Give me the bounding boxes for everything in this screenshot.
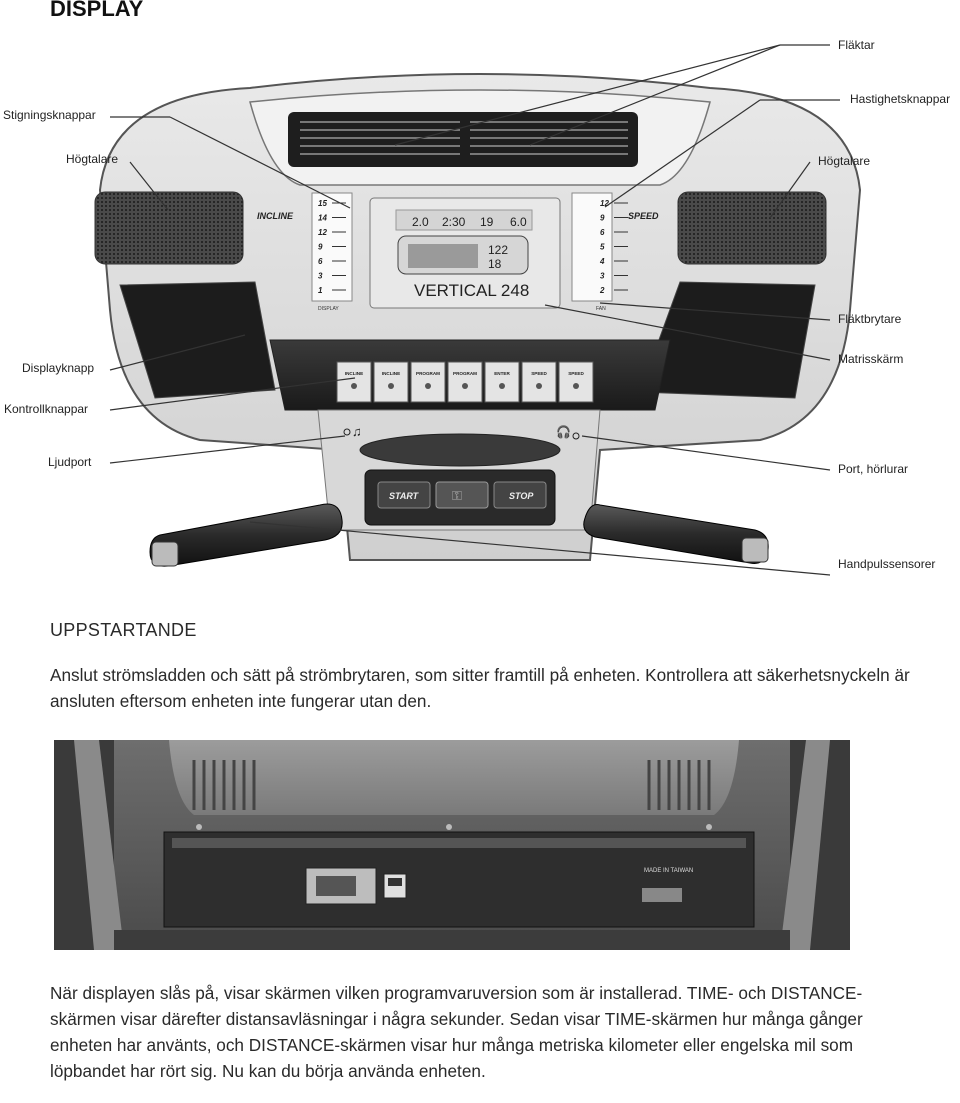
key-icon: ⚿ xyxy=(452,488,462,503)
control-button-label: SPEED xyxy=(568,371,584,376)
label-ljudport: Ljudport xyxy=(48,455,92,469)
label-kontrollknappar: Kontrollknappar xyxy=(4,402,89,416)
incline-level-3[interactable]: 3 xyxy=(318,271,323,281)
control-button-label: INCLINE xyxy=(344,371,364,376)
control-button-icon xyxy=(425,383,431,389)
speed-level-4[interactable]: 4 xyxy=(600,257,605,266)
fan-vents xyxy=(288,112,638,167)
label-handpulssensorer: Handpulssensorer xyxy=(838,557,936,571)
svg-text:19: 19 xyxy=(480,215,494,229)
fan-button: FAN xyxy=(596,306,606,312)
lcd-display xyxy=(370,198,560,308)
control-button-icon xyxy=(388,383,394,389)
incline-level-15[interactable]: 15 xyxy=(318,199,327,208)
stop-button: STOP xyxy=(509,491,534,501)
control-button-label: SPEED xyxy=(531,371,547,376)
svg-text:2.0: 2.0 xyxy=(412,215,429,229)
label-hogtalare-left: Högtalare xyxy=(66,152,119,166)
audio-port-icon: ♫ xyxy=(352,424,362,439)
control-button-icon xyxy=(573,383,579,389)
speed-label: SPEED xyxy=(628,211,659,221)
incline-buttons xyxy=(312,193,352,301)
startup-paragraph: Anslut strömsladden och sätt på strömbrytaren, som sitter framtill på enheten. Kontrollera att säkerhetsnyckeln är ansluten eftersom enheten inte fungerar utan den. xyxy=(50,665,910,711)
control-button-label: PROGRAM xyxy=(416,371,440,376)
label-port-horlurar: Port, hörlurar xyxy=(838,462,909,476)
speed-level-5[interactable]: 5 xyxy=(600,242,605,252)
control-button-icon xyxy=(351,383,357,389)
svg-text:18: 18 xyxy=(488,257,502,271)
control-button-4[interactable] xyxy=(448,362,482,402)
svg-text:VERTICAL 248: VERTICAL 248 xyxy=(414,281,530,300)
label-stigningsknappar: Stigningsknappar xyxy=(3,108,96,122)
svg-text:122: 122 xyxy=(488,243,509,257)
speed-level-3[interactable]: 3 xyxy=(600,271,605,281)
label-displayknapp: Displayknapp xyxy=(22,361,95,375)
headphone-icon: 🎧 xyxy=(556,425,571,439)
incline-label: INCLINE xyxy=(257,211,293,221)
control-button-6[interactable] xyxy=(522,362,556,402)
speed-level-9[interactable]: 9 xyxy=(600,213,605,223)
hand-grip-left xyxy=(150,504,342,566)
control-button-icon xyxy=(499,383,505,389)
incline-level-9[interactable]: 9 xyxy=(318,242,323,252)
startup-title: UPPSTARTANDE xyxy=(50,620,197,640)
label-flaktbrytare: Fläktbrytare xyxy=(838,312,902,326)
control-button-5[interactable] xyxy=(485,362,519,402)
control-buttons xyxy=(337,362,593,402)
svg-text:2:30: 2:30 xyxy=(442,215,466,229)
incline-level-1[interactable]: 1 xyxy=(318,286,323,295)
label-matrisskarm: Matrisskärm xyxy=(838,352,904,366)
incline-level-12[interactable]: 12 xyxy=(318,228,327,237)
control-button-3[interactable] xyxy=(411,362,445,402)
speed-level-2[interactable]: 2 xyxy=(600,286,605,295)
control-button-7[interactable] xyxy=(559,362,593,402)
start-button: START xyxy=(389,491,419,501)
display-paragraph: När displayen slås på, visar skärmen vilken programvaruversion som är installerad. TIME- och DISTANCE-skärmen visar därefter distansavläsningar i några sekunder. Sedan visar TIME-skärmen hur många gånger enheten har använts, och DISTANCE-skärmen visar hur många metriska kilometer eller engelska mil som löpbandet har rört sig. Nu kan du börja använda enheten. xyxy=(50,983,863,1081)
control-button-1[interactable] xyxy=(337,362,371,402)
control-button-label: INCLINE xyxy=(381,371,401,376)
page-heading: DISPLAY xyxy=(50,0,144,21)
speed-level-12[interactable]: 12 xyxy=(600,199,609,208)
rear-panel-photo xyxy=(54,740,850,950)
incline-level-14[interactable]: 14 xyxy=(318,213,327,223)
label-hogtalare-right: Högtalare xyxy=(818,154,871,168)
control-button-2[interactable] xyxy=(374,362,408,402)
label-flaktar: Fläktar xyxy=(838,38,875,52)
incline-level-6[interactable]: 6 xyxy=(318,257,323,266)
control-button-label: ENTER xyxy=(494,371,510,376)
control-button-label: PROGRAM xyxy=(453,371,477,376)
speed-level-6[interactable]: 6 xyxy=(600,228,605,237)
control-button-icon xyxy=(536,383,542,389)
label-hastighetsknappar: Hastighetsknappar xyxy=(850,92,951,106)
svg-text:6.0: 6.0 xyxy=(510,215,527,229)
key-slot xyxy=(360,434,560,466)
speaker-left xyxy=(95,192,243,264)
made-in-label: MADE IN TAIWAN xyxy=(644,868,694,874)
speaker-right xyxy=(678,192,826,264)
control-button-icon xyxy=(462,383,468,389)
display-button: DISPLAY xyxy=(318,306,339,312)
